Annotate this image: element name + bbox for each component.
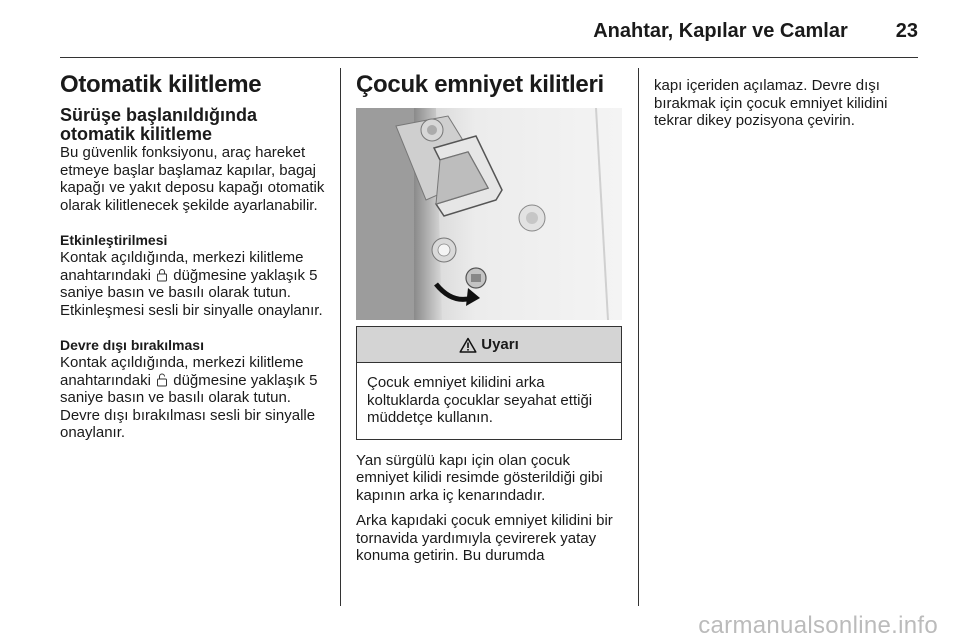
warning-text: Çocuk emniyet kilidini arka koltuklarda çocuklar seyahat ettiği müddetçe kullanın. xyxy=(367,374,593,426)
intro-paragraph: Bu güvenlik fonksiyonu, araç hareket etmeye başlar başlamaz kapılar, bagaj kapağı ve yakıt deposu kapağı otomatik olarak kilitlenecek şekilde ayarlanabilir. xyxy=(60,144,325,214)
deactivation-paragraph xyxy=(60,354,330,442)
section-heading-auto-lock: Otomatik kilitleme xyxy=(60,71,262,98)
activation-text-1: Kontak açıldığında, merkezi kilitleme anahtarındaki xyxy=(60,249,304,284)
chapter-title: Anahtar, Kapılar ve Camlar xyxy=(593,20,848,42)
section-heading-child-locks: Çocuk emniyet kilitleri xyxy=(356,71,604,98)
warning-header xyxy=(357,327,621,363)
activation-paragraph xyxy=(60,249,330,319)
page-number: 23 xyxy=(895,20,918,42)
deactivation-text-1: Kontak açıldığında, merkezi kilitleme anahtarındaki xyxy=(60,354,304,389)
watermark-text: carmanualsonline.info xyxy=(698,612,938,639)
warning-label: Uyarı xyxy=(481,335,519,353)
unlock-button-icon xyxy=(156,373,168,387)
warning-triangle-icon xyxy=(459,337,477,353)
column-divider-left xyxy=(340,68,341,606)
lock-button-icon xyxy=(156,268,168,282)
deactivation-text-2: düğmesine yaklaşık 5 saniye basın ve basılı olarak tutun. Devre dışı bırakılması sesli bir sinyalle onaylanır. xyxy=(60,371,318,441)
column-divider-right xyxy=(638,68,639,606)
child-lock-door-figure xyxy=(356,108,622,320)
running-header xyxy=(60,20,918,43)
subheading-drive-lock: Sürüşe başlanıldığında otomatik kilitleme xyxy=(60,105,258,144)
rear-door-paragraph: Arka kapıdaki çocuk emniyet kilidini bir tornavida yardımıyla çevirerek yatay konuma getirin. Bu durumda xyxy=(356,512,613,564)
header-rule xyxy=(60,57,918,58)
sliding-door-paragraph: Yan sürgülü kapı için olan çocuk emniyet kilidi resimde gösterildiği gibi kapının arka iç kenarındadır. xyxy=(356,451,603,504)
deactivation-title: Devre dışı bırakılması xyxy=(60,337,204,353)
right-column xyxy=(654,77,918,130)
activation-text-2: düğmesine yaklaşık 5 saniye basın ve basılı olarak tutun. Etkinleşmesi sesli bir sinyalle onaylanır. xyxy=(60,266,323,319)
continuation-paragraph: kapı içeriden açılamaz. Devre dışı bırakmak için çocuk emniyet kilidini tekrar dikey pozisyona çevirin. xyxy=(654,77,888,129)
left-column xyxy=(60,70,330,442)
middle-column xyxy=(356,70,626,565)
warning-box xyxy=(356,326,622,440)
activation-title: Etkinleştirilmesi xyxy=(60,232,168,248)
